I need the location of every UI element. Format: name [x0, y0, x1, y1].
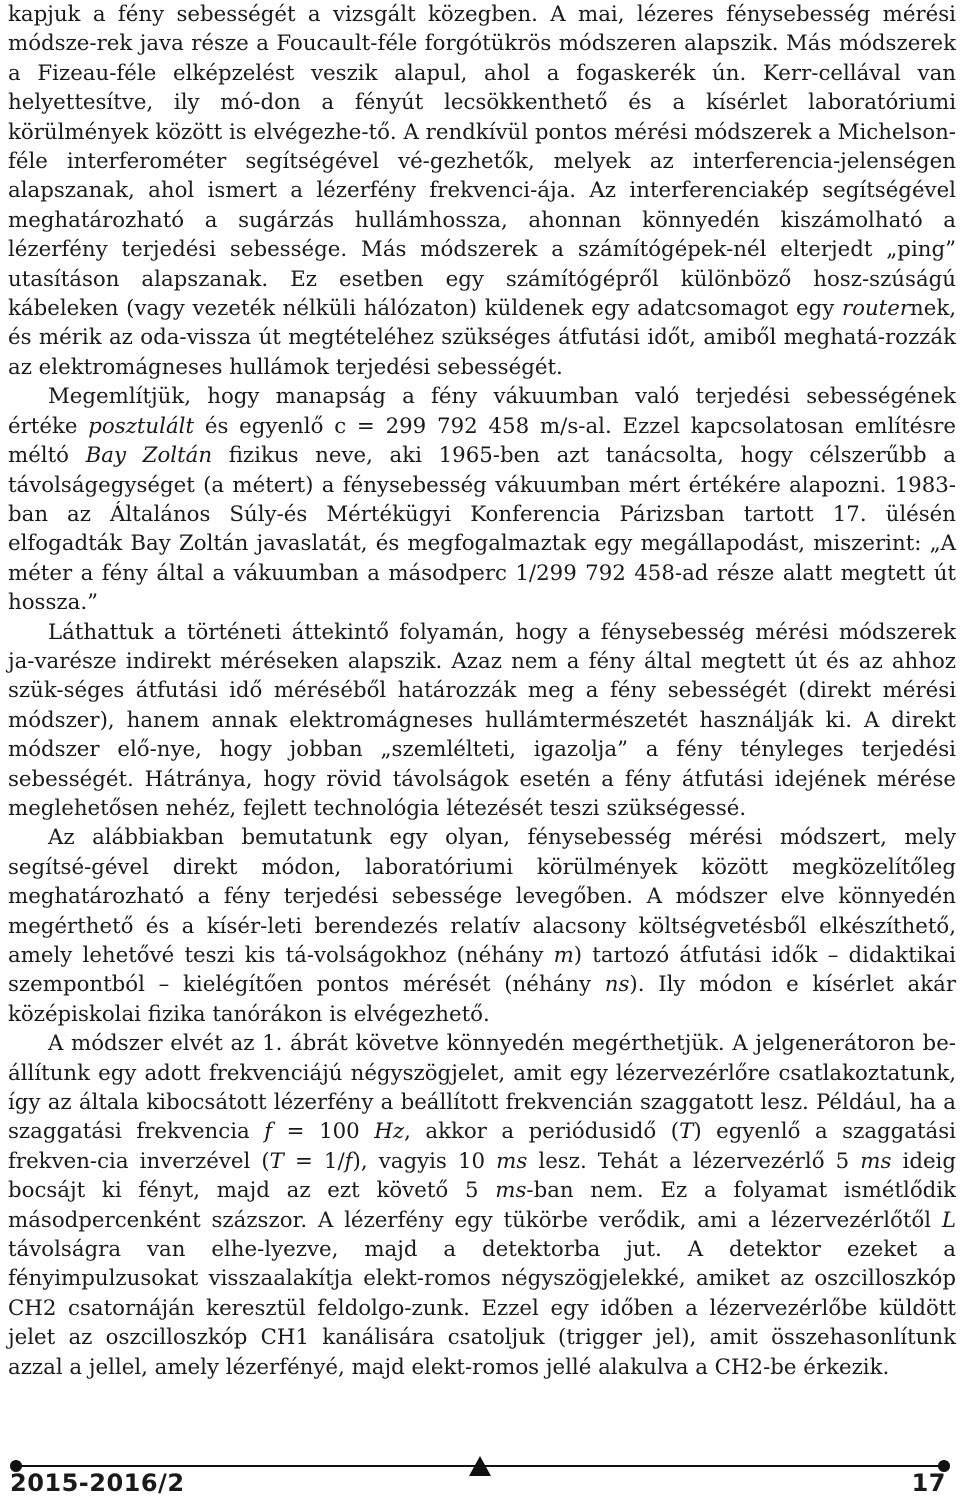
text-run: és egyenlő c = 299 792 458 m/s-al. Ezzel kapcsolatosan említésre méltó	[8, 413, 956, 469]
text-run: ), vagyis 10	[352, 1148, 497, 1174]
page-number: 17	[911, 1469, 946, 1497]
text-run: fizikus neve, aki 1965-ben azt tanácsolta, hogy célszerűbb a távolságegységet (a métert) a fénysebesség vákuumban mért értékére alapozni. 1983-ban az Általános Súly-és Mértékügyi Konferencia Párizsban tartott 17. ülésén elfogadták Bay Zoltán javaslatát, és megfogalmaztak egy megállapodást, miszerint: „A méter a fény által a vákuumban a másodperc 1/299 792 458-ad része alatt megtett út hossza.”	[8, 443, 956, 616]
text-run: távolságra van elhe-lyezve, majd a detektorba jut. A detektor ezeket a fényimpulzusokat visszaalakítja elekt-romos négyszögjelekké, amiket az oszcilloszkóp CH2 csatornáján keresztül feldolgo-zunk. Ezzel egy időben a lézervezérlőbe küldött jelet az oszcilloszkóp CH1 kanálisára csatoljuk (trigger jel), amit összehasonlítunk azzal a jellel, amely lézerfényé, majd elekt-romos jellé alakulva a CH2-be érkezik.	[8, 1237, 956, 1380]
italic-term: ns	[604, 972, 630, 998]
text-run: ). Ily módon e kísérlet akár középiskolai fizika tanórákon is elvégezhető.	[8, 972, 956, 1027]
italic-term: Hz	[374, 1119, 405, 1145]
paragraph-5	[8, 1029, 956, 1382]
italic-term: T	[679, 1119, 694, 1145]
italic-term: f	[344, 1148, 353, 1174]
issue-number: 2015-2016/2	[10, 1469, 185, 1497]
text-run: Az alábbiakban bemutatunk egy olyan, fénysebesség mérési módszert, mely segítsé-gével direkt módon, laboratóriumi körülmények között megközelítőleg meghatározható a fény terjedési sebessége levegőben. A módszer elve könnyedén megérthető és a kísér-leti berendezés relatív alacsony költségvetésből elkészíthető, amely lehetővé teszi kis tá-volságokhoz (néhány	[8, 825, 956, 968]
italic-term: Bay Zoltán	[85, 443, 213, 469]
paragraph-3	[8, 618, 956, 824]
italic-term: T	[269, 1148, 284, 1174]
paragraph-1	[8, 0, 956, 382]
text-run: lesz. Tehát a lézervezérlő 5	[527, 1148, 861, 1174]
italic-term: L	[941, 1207, 956, 1233]
text-run: ideig bocsájt ki fényt, majd az ezt követő 5	[8, 1148, 956, 1204]
text-run: ) egyenlő a szaggatási frekven-cia inverzével (	[8, 1119, 956, 1174]
italic-term: f	[264, 1119, 273, 1145]
text-run: kapjuk a fény sebességét a vizsgált közegben. A mai, lézeres fénysebesség mérési módsze-rek java része a Foucault-féle forgótükrös módszeren alapszik. Más módszerek a Fizeau-féle elképzelést veszik alapul, ahol a fogaskerék ún. Kerr-cellával van helyettesítve, ily mó-don a fényút lecsökkenthető és a kísérlet laboratóriumi körülmények között is elvégezhe-tő. A rendkívül pontos mérési módszerek a Michelson-féle interferométer segítségével vé-gezhetők, melyek az interferencia-jelenségen alapszanak, ahol ismert a lézerfény frekvenci-ája. Az interferenciakép segítségével meghatározható a sugárzás hullámhossza, ahonnan könnyedén kiszámolható a lézerfény terjedési sebessége. Más módszerek a számítógépek-nél elterjedt „ping” utasításon alapszanak. Ez esetben egy számítógépről különböző hosz-szúságú kábeleken (vagy vezeték nélküli hálózaton) küldenek egy adatcsomagot egy	[8, 2, 956, 322]
text-run: nek, és mérik az oda-vissza út megtételéhez szükséges átfutási időt, amiből meghatá-rozzák az elektromágneses hullámok terjedési sebességét.	[8, 296, 956, 380]
italic-term: m	[553, 943, 574, 968]
italic-term: posztulált	[88, 413, 195, 439]
text-run: ) tartozó átfutási idők – didaktikai szempontból – kielégítően pontos mérését (néhány	[8, 943, 956, 998]
text-run: = 100	[272, 1119, 375, 1145]
text-run: Láthattuk a történeti áttekintő folyamán, hogy a fénysebesség mérési módszerek ja-varésze indirekt méréseken alapszik. Azaz nem a fény által megtett út és az ahhoz szük-séges átfutási idő méréséből határozzák meg a fény sebességét (direkt mérési módszer), hanem annak elektromágneses hullámtermészetét használják ki. A direkt módszer elő-nye, hogy jobban „szemlélteti, igazolja” a fény tényleges terjedési sebességét. Hátránya, hogy rövid távolságok esetén a fény átfutási idejének mérése meglehetősen nehéz, fejlett technológia létezését teszi szükségessé.	[8, 619, 956, 821]
text-run: -ban nem. Ez a folyamat ismétlődik másodpercenként százszor. A lézerfény egy tükörbe verődik, ami a lézervezérlőtől	[8, 1178, 956, 1233]
italic-term: ms	[495, 1178, 527, 1204]
text-run: , akkor a periódusidő (	[404, 1119, 680, 1145]
italic-term: ms	[496, 1148, 528, 1174]
text-run: A módszer elvét az 1. ábrát követve könnyedén megérthetjük. A jelgenerátoron be-állítunk egy adott frekvenciájú négyszögjelet, amit egy lézervezérlőre csatlakoztatunk, így az általa kibocsátott lézerfény a beállított frekvencián szaggatott lesz. Például, ha a szaggatási frekvencia	[8, 1031, 956, 1145]
paragraph-2	[8, 382, 956, 617]
italic-term: router	[841, 296, 910, 322]
text-run: Megemlítjük, hogy manapság a fény vákuumban való terjedési sebességének értéke	[8, 384, 956, 439]
page-body	[8, 0, 956, 1382]
text-run: = 1/	[283, 1148, 345, 1174]
paragraph-4	[8, 823, 956, 1029]
italic-term: ms	[860, 1148, 892, 1174]
